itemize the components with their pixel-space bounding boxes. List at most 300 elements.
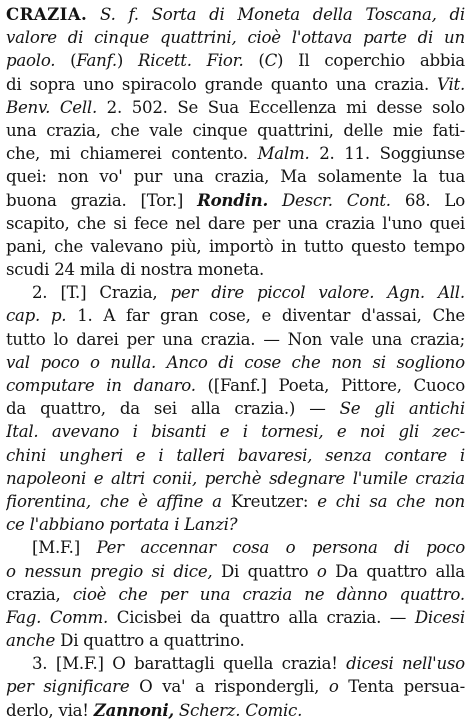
- word: [M.F.]: [32, 538, 80, 558]
- word: o: [328, 677, 339, 697]
- word: solamente: [317, 167, 402, 187]
- word: è: [138, 491, 148, 511]
- word: alla: [190, 399, 221, 419]
- word: chini: [6, 445, 47, 465]
- word: quattro,: [40, 399, 106, 419]
- word: Tenta: [348, 677, 394, 697]
- word: dare: [207, 213, 246, 233]
- word: chiamerei: [80, 144, 162, 164]
- word: Rondin.: [197, 189, 268, 210]
- text-line: [6, 49, 465, 72]
- word: tua: [438, 167, 465, 187]
- word: quattrini,: [257, 120, 334, 140]
- word: crazia.: [374, 74, 429, 94]
- word: 1.: [77, 306, 93, 326]
- text-line: [6, 397, 465, 420]
- word: mi: [346, 97, 367, 117]
- word: quattrino.: [163, 631, 245, 651]
- word: sei: [153, 399, 177, 419]
- word: crazia,: [214, 167, 270, 187]
- word: significare: [43, 677, 130, 697]
- word: o: [89, 352, 100, 372]
- word: desse: [376, 97, 423, 117]
- text-line: [6, 583, 465, 606]
- word: per: [252, 213, 281, 233]
- word: di: [209, 5, 225, 24]
- word: nostra: [140, 260, 193, 280]
- word: (Fanf.): [70, 51, 124, 71]
- word: —: [389, 607, 407, 627]
- word: O: [112, 654, 126, 674]
- word: persua-: [403, 677, 465, 697]
- word: crazia,: [46, 120, 101, 140]
- word: di: [417, 28, 434, 48]
- word: gli: [398, 422, 420, 442]
- word: i: [242, 422, 248, 442]
- word: i: [132, 422, 138, 442]
- word: All.: [438, 283, 465, 303]
- word: di: [120, 260, 136, 280]
- word: piccol: [256, 283, 306, 303]
- word: anche: [6, 631, 56, 651]
- word: p.: [50, 306, 67, 326]
- text-line: [6, 420, 465, 443]
- word: grande: [204, 74, 263, 94]
- word: delle: [343, 120, 384, 140]
- word: Anco: [166, 352, 208, 372]
- word: zec-: [432, 422, 465, 442]
- word: vale: [330, 329, 364, 349]
- text-line: [6, 235, 465, 258]
- word: Toscana,: [365, 5, 437, 24]
- word: diventar: [281, 306, 351, 326]
- word: scapito,: [6, 213, 70, 233]
- word: crazia: [325, 213, 375, 233]
- text-line: [6, 652, 465, 675]
- word: si: [372, 352, 386, 372]
- word: quattro: [83, 631, 144, 651]
- word: —: [309, 399, 326, 419]
- word: per: [126, 329, 155, 349]
- word: 24: [54, 260, 75, 280]
- word: 2.: [106, 97, 123, 117]
- word: sa: [369, 491, 388, 511]
- text-line: [6, 281, 465, 304]
- word: poco: [426, 538, 465, 558]
- word: quattro: [366, 561, 428, 581]
- word: computare: [6, 376, 95, 395]
- word: quei: [429, 213, 465, 233]
- text-line: [6, 96, 465, 119]
- word: cioè: [247, 28, 281, 48]
- word: l'ottava: [291, 28, 353, 48]
- word: Comm.: [49, 607, 109, 627]
- text-line: [6, 629, 465, 652]
- word: di: [6, 74, 22, 94]
- word: si: [151, 561, 165, 581]
- word: Lanzi?: [184, 515, 238, 535]
- word: pregio: [90, 561, 143, 581]
- word: crazia;: [410, 329, 465, 349]
- word: accennar: [140, 538, 216, 558]
- word: valore.: [318, 283, 375, 303]
- word: Cell.: [59, 97, 97, 117]
- word: cioè: [72, 584, 107, 604]
- word: nessun: [24, 561, 82, 581]
- word: sogliono: [396, 352, 465, 372]
- word: fati-: [432, 120, 465, 140]
- text-line: [6, 675, 465, 698]
- word: Malm.: [257, 144, 310, 164]
- word: f.: [128, 5, 139, 24]
- word: Ricett.: [137, 51, 192, 71]
- word: di: [218, 352, 234, 372]
- word: i: [459, 445, 465, 465]
- word: tutto: [304, 236, 344, 256]
- word: Fior.: [206, 51, 244, 71]
- word: di: [449, 5, 465, 24]
- word: derlo,: [6, 700, 54, 720]
- word: tutto: [6, 329, 46, 349]
- word: che: [291, 352, 321, 372]
- word: una: [6, 120, 37, 140]
- word: Da: [335, 561, 358, 581]
- word: Soggiunse: [379, 144, 465, 164]
- word: lo: [53, 329, 69, 349]
- word: Pittore,: [340, 376, 402, 395]
- word: Zannoni,: [93, 699, 174, 720]
- word: ce: [6, 515, 25, 535]
- text-line: [6, 699, 465, 722]
- word: che: [99, 491, 130, 511]
- word: o: [6, 561, 16, 581]
- word: nell'uso: [402, 654, 465, 674]
- word: mi: [49, 144, 71, 164]
- word: Dicesi: [414, 607, 465, 627]
- word: Il: [298, 51, 310, 71]
- word: pur: [133, 167, 163, 187]
- word: e: [317, 491, 327, 511]
- word: altri: [111, 468, 145, 488]
- word: quattro: [247, 561, 309, 581]
- word: Vit.: [437, 74, 465, 94]
- word: che: [118, 584, 148, 604]
- text-line: [6, 560, 465, 583]
- word: grazia.: [70, 190, 127, 210]
- word: si: [113, 213, 127, 233]
- word: per: [6, 677, 34, 697]
- word: poco: [40, 352, 80, 372]
- word: [M.F.]: [55, 654, 104, 674]
- word: nulla.: [110, 352, 157, 372]
- word: tempo: [413, 236, 465, 256]
- word: O: [139, 677, 153, 697]
- word: ([Fanf.]: [207, 376, 267, 395]
- word: scudi: [6, 260, 50, 280]
- word: cose,: [209, 306, 251, 326]
- word: gran: [160, 306, 199, 326]
- word: quattro: [219, 607, 280, 627]
- word: bavaresi,: [237, 445, 313, 465]
- word: da: [6, 399, 27, 419]
- text-line: [6, 328, 465, 351]
- word: i: [158, 445, 164, 465]
- word: val: [6, 352, 30, 372]
- word: quei:: [6, 167, 47, 187]
- sense-number: 3.: [32, 654, 48, 674]
- word: uno: [83, 74, 114, 94]
- word: crazia,: [6, 584, 61, 604]
- word: Se: [177, 97, 199, 117]
- word: chi: [335, 491, 361, 511]
- word: crazia.: [200, 329, 256, 349]
- word: Comic.: [245, 700, 303, 720]
- word: quattro.: [399, 584, 465, 604]
- word: l'abbiano: [29, 515, 105, 535]
- word: Di: [220, 561, 240, 581]
- word: cinque: [94, 28, 150, 48]
- word: Poeta,: [278, 376, 330, 395]
- word: di: [394, 538, 410, 558]
- word: che: [76, 213, 106, 233]
- word: crazia!: [281, 654, 338, 674]
- word: Cont.: [346, 190, 391, 210]
- word: pani,: [6, 236, 47, 256]
- word: (C): [258, 51, 284, 71]
- word: Cuoco: [413, 376, 465, 395]
- word: barattagli: [134, 654, 215, 674]
- word: Eccellenza: [248, 97, 337, 117]
- word: vale: [149, 120, 183, 140]
- text-line: [6, 513, 465, 536]
- word: 11.: [344, 144, 370, 164]
- word: sdegnare: [269, 468, 345, 488]
- word: paolo.: [6, 51, 56, 71]
- word: Non: [287, 329, 323, 349]
- word: noi: [359, 422, 386, 442]
- word: Per: [96, 538, 124, 558]
- word: un: [444, 28, 465, 48]
- word: una: [287, 213, 318, 233]
- word: a: [148, 631, 159, 651]
- word: gli: [374, 399, 395, 419]
- word: Ital.: [6, 422, 39, 442]
- text-line: [6, 467, 465, 490]
- word: quella: [223, 654, 274, 674]
- word: 502.: [131, 97, 168, 117]
- word: dànno: [336, 584, 388, 604]
- word: Crazia,: [99, 283, 158, 303]
- word: dicesi: [346, 654, 394, 674]
- word: crazia: [415, 468, 465, 488]
- text-line: [6, 212, 465, 235]
- word: affine: [156, 491, 204, 511]
- word: crazia: [242, 584, 293, 604]
- word: vo': [99, 167, 123, 187]
- word: Kreutzer:: [230, 491, 309, 511]
- word: ungheri: [58, 445, 123, 465]
- word: e: [261, 306, 272, 326]
- word: Ma: [280, 167, 307, 187]
- word: valore: [6, 28, 57, 48]
- word: 68.: [404, 190, 431, 210]
- word: e: [93, 468, 104, 488]
- word: Sorta: [151, 5, 197, 24]
- word: mila: [79, 260, 116, 280]
- word: i: [174, 515, 180, 535]
- word: che: [54, 236, 84, 256]
- word: più,: [170, 236, 202, 256]
- word: cosa: [232, 538, 270, 558]
- word: una: [162, 329, 193, 349]
- word: da: [119, 399, 140, 419]
- word: coperchio: [324, 51, 405, 71]
- word: contare: [384, 445, 447, 465]
- word: darei: [76, 329, 119, 349]
- word: buona: [6, 190, 57, 210]
- word: una: [371, 329, 403, 349]
- word: della: [312, 5, 353, 24]
- word: mie: [392, 120, 423, 140]
- word: Che: [432, 306, 465, 326]
- word: di: [67, 28, 84, 48]
- word: cinque: [192, 120, 248, 140]
- word: alla: [435, 561, 465, 581]
- text-line: [6, 374, 465, 397]
- word: persona: [311, 538, 378, 558]
- word: Moneta: [237, 5, 300, 24]
- word: talleri: [176, 445, 225, 465]
- word: Lo: [444, 190, 465, 210]
- text-line: [6, 26, 465, 49]
- sense-number: 2.: [32, 283, 48, 303]
- word: napoleoni: [6, 468, 87, 488]
- word: senza: [325, 445, 372, 465]
- text-line: [6, 606, 465, 629]
- word: cap.: [6, 306, 41, 326]
- word: quanto: [270, 74, 328, 94]
- word: Cicisbei: [116, 607, 182, 627]
- word: 2.: [319, 144, 335, 164]
- word: Descr.: [281, 190, 333, 210]
- word: crazia.): [234, 399, 296, 419]
- word: perchè: [204, 468, 262, 488]
- word: e: [336, 422, 347, 442]
- word: sopra: [29, 74, 76, 94]
- word: fece: [134, 213, 169, 233]
- word: rispondergli,: [214, 677, 320, 697]
- word: per: [170, 283, 199, 303]
- word: Di: [60, 631, 79, 651]
- word: avevano: [51, 422, 120, 442]
- word: via!: [58, 700, 89, 720]
- word: d'assai,: [361, 306, 422, 326]
- word: spiracolo: [121, 74, 197, 94]
- word: danaro.: [133, 376, 196, 395]
- text-line: [6, 165, 465, 188]
- text-line: [6, 444, 465, 467]
- word: [T.]: [60, 283, 87, 303]
- word: ne: [304, 584, 325, 604]
- word: Fag.: [6, 607, 42, 627]
- word: la: [412, 167, 428, 187]
- word: a: [195, 677, 205, 697]
- word: tornesi,: [261, 422, 324, 442]
- word: una: [173, 167, 204, 187]
- word: o: [285, 538, 296, 558]
- word: una: [335, 74, 367, 94]
- word: va': [162, 677, 186, 697]
- text-line: [6, 258, 465, 281]
- word: l'uno: [382, 213, 423, 233]
- text-line: [6, 189, 465, 212]
- word: Benv.: [6, 97, 51, 117]
- word: dice,: [173, 561, 213, 581]
- word: Scherz.: [178, 700, 241, 720]
- word: solo: [432, 97, 465, 117]
- word: valevano: [90, 236, 164, 256]
- word: questo: [351, 236, 406, 256]
- word: che: [110, 120, 140, 140]
- word: per: [159, 584, 188, 604]
- word: dire: [211, 283, 244, 303]
- word: moneta.: [197, 260, 265, 280]
- word: fiorentina,: [6, 491, 91, 511]
- word: portata: [109, 515, 170, 535]
- word: non: [331, 352, 362, 372]
- word: Agn.: [387, 283, 425, 303]
- word: importò: [208, 236, 274, 256]
- word: Se: [339, 399, 361, 419]
- word: A: [103, 306, 116, 326]
- text-line: [6, 142, 465, 165]
- word: far: [125, 306, 150, 326]
- word: una: [199, 584, 231, 604]
- word: che,: [6, 144, 41, 164]
- word: antichi: [408, 399, 465, 419]
- word: non: [434, 491, 465, 511]
- word: che: [396, 491, 426, 511]
- word: S.: [100, 5, 116, 24]
- word: quattrini,: [159, 28, 237, 48]
- text-line: [6, 3, 465, 26]
- word: abbia: [419, 51, 465, 71]
- text-line: [6, 351, 465, 374]
- word: a: [212, 491, 222, 511]
- word: in: [281, 236, 297, 256]
- word: nel: [175, 213, 201, 233]
- word: in: [106, 376, 122, 395]
- word: l'umile: [352, 468, 408, 488]
- word: —: [263, 329, 280, 349]
- word: da: [190, 607, 211, 627]
- headword: CRAZIA.: [6, 4, 88, 24]
- word: e: [135, 445, 146, 465]
- word: crazia.: [326, 607, 382, 627]
- word: conii,: [152, 468, 197, 488]
- word: parte: [363, 28, 407, 48]
- word: contento.: [171, 144, 248, 164]
- word: non: [57, 167, 89, 187]
- word: alla: [288, 607, 318, 627]
- word: e: [219, 422, 230, 442]
- word: bisanti: [151, 422, 207, 442]
- word: o: [316, 561, 327, 581]
- text-line: [6, 490, 465, 513]
- word: [Tor.]: [140, 190, 184, 210]
- text-line: [6, 119, 465, 142]
- text-line: [6, 536, 465, 559]
